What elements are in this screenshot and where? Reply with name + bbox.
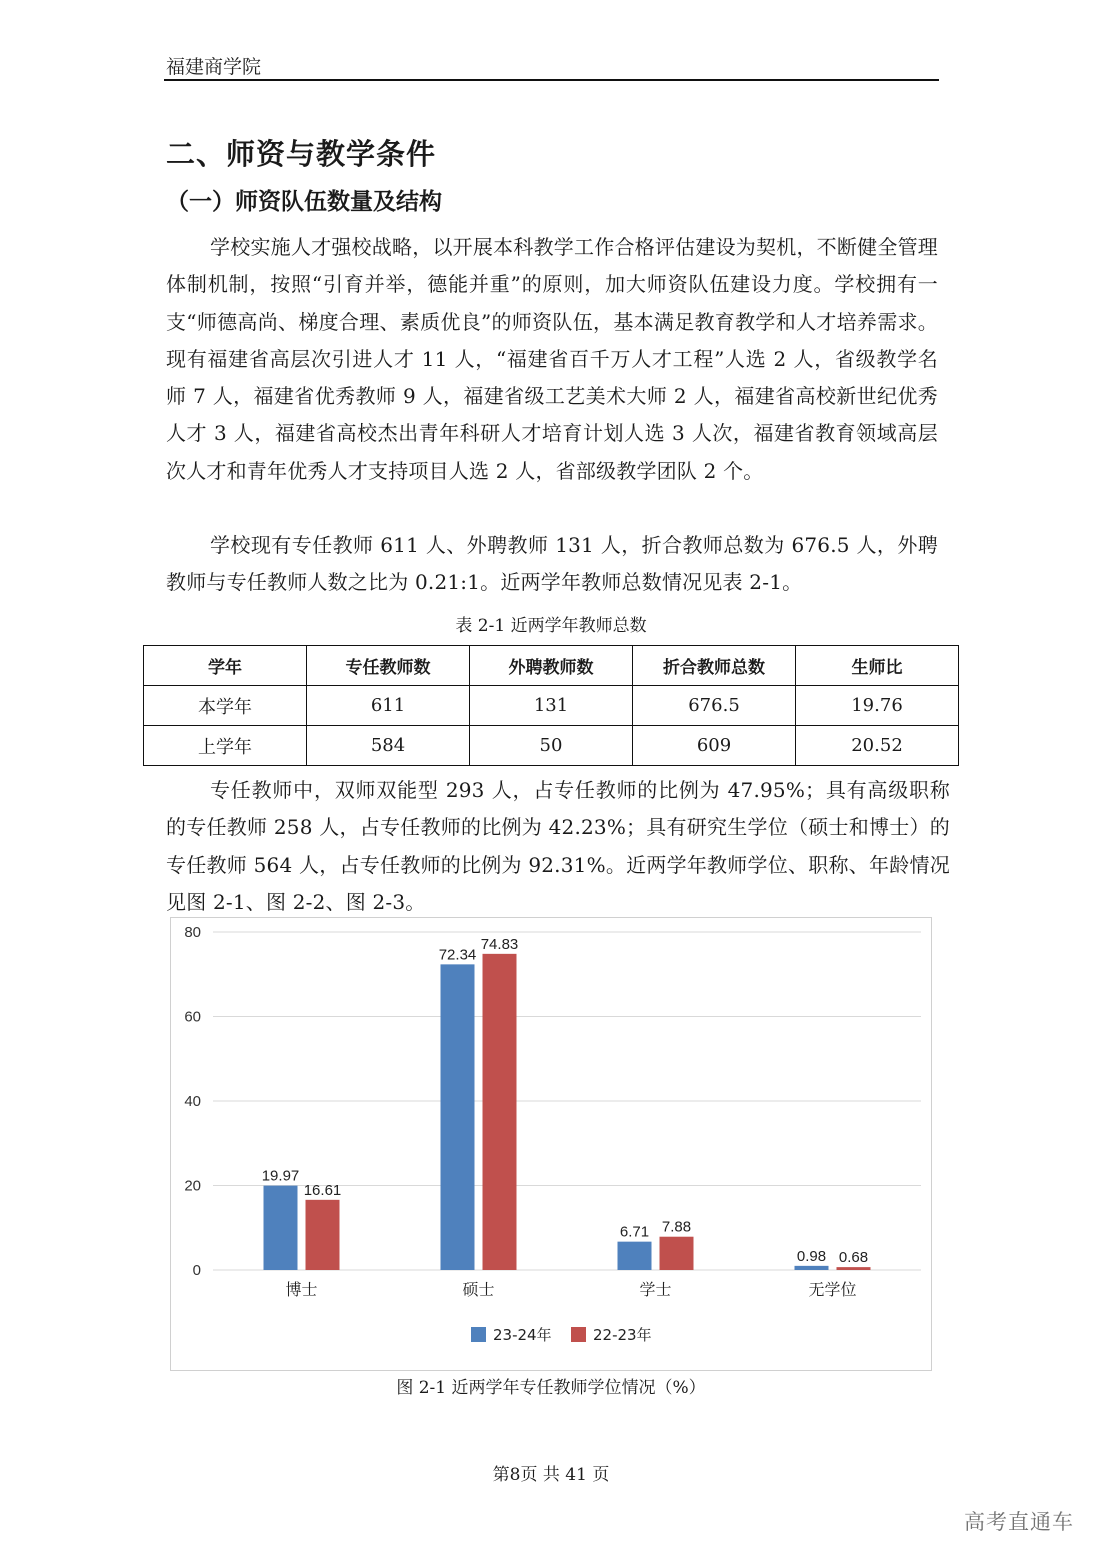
y-tick-label: 0 bbox=[192, 1262, 201, 1279]
table-caption: 表 2-1 近两学年教师总数 bbox=[455, 616, 647, 636]
bar bbox=[660, 1237, 694, 1270]
y-tick-label: 20 bbox=[184, 1177, 201, 1195]
paragraph-2: 学校现有专任教师 611 人、外聘教师 131 人，折合教师总数为 676.5 人，外聘教师与专任教师人数之比为 0.21:1。近两学年教师总数情况见表 2-1。 bbox=[166, 533, 938, 595]
table-cell: 19.76 bbox=[796, 686, 959, 726]
table-cell: 584 bbox=[307, 726, 470, 766]
data-label: 7.88 bbox=[661, 1218, 692, 1236]
table-header-cell: 外聘教师数 bbox=[470, 646, 633, 686]
x-tick-label: 硕士 bbox=[462, 1280, 495, 1299]
table-header-cell: 学年 bbox=[144, 646, 307, 686]
watermark-text: 高考直通车 bbox=[964, 1510, 1074, 1534]
bar bbox=[795, 1266, 829, 1270]
x-tick-label: 无学位 bbox=[808, 1280, 857, 1299]
legend-swatch bbox=[471, 1327, 486, 1342]
paragraph-3: 专任教师中，双师双能型 293 人，占专任教师的比例为 47.95%；具有高级职称的专任教师 258 人，占专任教师的比例为 42.23%；具有研究生学位（硕士和博士）的专任教师 564 人，占专任教师的比例为 92.31%。近两学年教师学位、职称、年龄情况见图 2-1、图 2-2、图 2-3。 bbox=[166, 778, 950, 914]
bar bbox=[837, 1267, 871, 1270]
section-title: 二、师资与教学条件 bbox=[166, 137, 437, 171]
data-label: 6.71 bbox=[619, 1223, 650, 1241]
degree-bar-chart bbox=[170, 917, 932, 1371]
paragraph-1: 学校实施人才强校战略，以开展本科教学工作合格评估建设为契机，不断健全管理体制机制，按照“引育并举，德能并重”的原则，加大师资队伍建设力度。学校拥有一支“师德高尚、梯度合理、素质优良”的师资队伍，基本满足教育教学和人才培养需求。现有福建省高层次引进人才 11 人，“福建省百千万人才工程”人选 2 人，省级教学名师 7 人，福建省优秀教师 9 人，福建省级工艺美术大师 2 人，福建省高校新世纪优秀人才 3 人，福建省高校杰出青年科研人才培育计划人选 3 人次，福建省教育领域高层次人才和青年优秀人才支持项目人选 2 人，省部级教学团队 2 个。 bbox=[166, 235, 938, 483]
table-cell: 上学年 bbox=[144, 726, 307, 766]
legend-label: 22-23年 bbox=[593, 1326, 652, 1344]
data-label: 16.61 bbox=[303, 1181, 342, 1199]
table-cell: 676.5 bbox=[633, 686, 796, 726]
figure-caption: 图 2-1 近两学年专任教师学位情况（%） bbox=[396, 1378, 706, 1398]
legend-label: 23-24年 bbox=[493, 1326, 552, 1344]
bar bbox=[264, 1186, 298, 1270]
table-row bbox=[144, 686, 959, 726]
data-label: 72.34 bbox=[438, 946, 477, 964]
table-cell: 50 bbox=[470, 726, 633, 766]
table-cell: 20.52 bbox=[796, 726, 959, 766]
table-row bbox=[144, 726, 959, 766]
data-label: 0.68 bbox=[838, 1249, 869, 1267]
table-cell: 本学年 bbox=[144, 686, 307, 726]
table-cell: 611 bbox=[307, 686, 470, 726]
x-tick-label: 学士 bbox=[639, 1280, 672, 1299]
y-tick-label: 60 bbox=[184, 1008, 201, 1026]
data-label: 74.83 bbox=[480, 935, 519, 953]
table-header-cell: 专任教师数 bbox=[307, 646, 470, 686]
bar bbox=[618, 1242, 652, 1270]
table-header-cell: 生师比 bbox=[796, 646, 959, 686]
data-label: 0.98 bbox=[796, 1247, 827, 1265]
page-number: 第8页 共 41 页 bbox=[492, 1465, 610, 1485]
table-cell: 609 bbox=[633, 726, 796, 766]
table-header-cell: 折合教师总数 bbox=[633, 646, 796, 686]
bar bbox=[441, 964, 475, 1270]
table-header-row bbox=[144, 646, 959, 686]
table-cell: 131 bbox=[470, 686, 633, 726]
page-header-school: 福建商学院 bbox=[166, 56, 262, 78]
y-tick-label: 80 bbox=[184, 924, 201, 941]
teacher-count-table bbox=[143, 645, 959, 766]
chart-canvas bbox=[171, 918, 931, 1370]
section-subtitle: （一）师资队伍数量及结构 bbox=[166, 189, 442, 215]
bar bbox=[483, 954, 517, 1270]
y-tick-label: 40 bbox=[184, 1093, 201, 1110]
bar bbox=[306, 1200, 340, 1270]
legend-swatch bbox=[571, 1327, 586, 1342]
header-rule bbox=[164, 79, 939, 81]
x-tick-label: 博士 bbox=[285, 1280, 318, 1299]
data-label: 19.97 bbox=[261, 1167, 300, 1185]
